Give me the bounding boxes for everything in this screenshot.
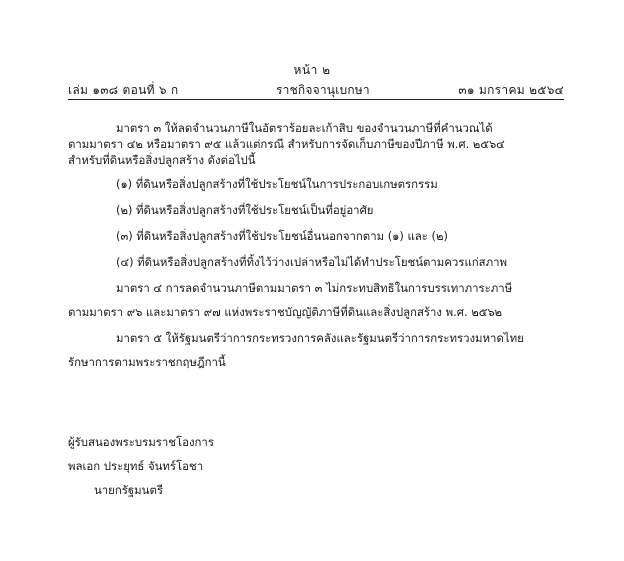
section-4-line-2: ตามมาตรา ๙๖ และมาตรา ๙๗ แห่งพระราชบัญญัติภาษีที่ดินและสิ่งปลูกสร้าง พ.ศ. ๒๕๖๒ <box>68 305 503 319</box>
list-item-3: (๓) ที่ดินหรือสิ่งปลูกสร้างที่ใช้ประโยชน์อื่นนอกจากตาม (๑) และ (๒) <box>116 229 448 243</box>
section-3-line-2: ตามมาตรา ๔๒ หรือมาตรา ๙๕ แล้วแต่กรณี สำหรับการจัดเก็บภาษีของปีภาษี พ.ศ. ๒๕๖๔ <box>68 137 505 151</box>
list-item-4: (๔) ที่ดินหรือสิ่งปลูกสร้างที่ทิ้งไว้ว่างเปล่าหรือไม่ได้ทำประโยชน์ตามควรแก่สภาพ <box>116 255 508 269</box>
list-item-1: (๑) ที่ดินหรือสิ่งปลูกสร้างที่ใช้ประโยชน์ในการประกอบเกษตรกรรม <box>116 177 438 191</box>
signatory-name: พลเอก ประยุทธ์ จันทร์โอชา <box>68 459 204 473</box>
page-number: หน้า ๒ <box>293 63 331 77</box>
section-3-line-1: มาตรา ๓ ให้ลดจำนวนภาษีในอัตราร้อยละเก้าสิบ ของจำนวนภาษีที่คำนวณได้ <box>116 121 493 135</box>
publication-name: ราชกิจจานุเบกษา <box>276 83 370 97</box>
header-divider <box>68 99 564 100</box>
section-5-line-1: มาตรา ๕ ให้รัฐมนตรีว่าการกระทรวงการคลังและรัฐมนตรีว่าการกระทรวงมหาดไทย <box>116 331 524 345</box>
gazette-header <box>68 82 564 98</box>
countersign-label: ผู้รับสนองพระบรมราชโองการ <box>68 435 214 449</box>
section-4-line-1: มาตรา ๔ การลดจำนวนภาษีตามมาตรา ๓ ไม่กระทบสิทธิในการบรรเทาภาระภาษี <box>116 281 513 295</box>
section-3-line-3: สำหรับที่ดินหรือสิ่งปลูกสร้าง ดังต่อไปนี้ <box>68 153 256 167</box>
decree-body <box>68 120 564 370</box>
signature-block <box>68 434 368 506</box>
volume-issue: เล่ม ๑๓๘ ตอนที่ ๖ ก <box>68 83 179 97</box>
list-item-2: (๒) ที่ดินหรือสิ่งปลูกสร้างที่ใช้ประโยชน์เป็นที่อยู่อาศัย <box>116 203 374 217</box>
section-5-line-2: รักษาการตามพระราชกฤษฎีกานี้ <box>68 355 226 369</box>
signatory-title: นายกรัฐมนตรี <box>94 483 163 497</box>
publication-date: ๓๑ มกราคม ๒๕๖๔ <box>458 83 564 97</box>
